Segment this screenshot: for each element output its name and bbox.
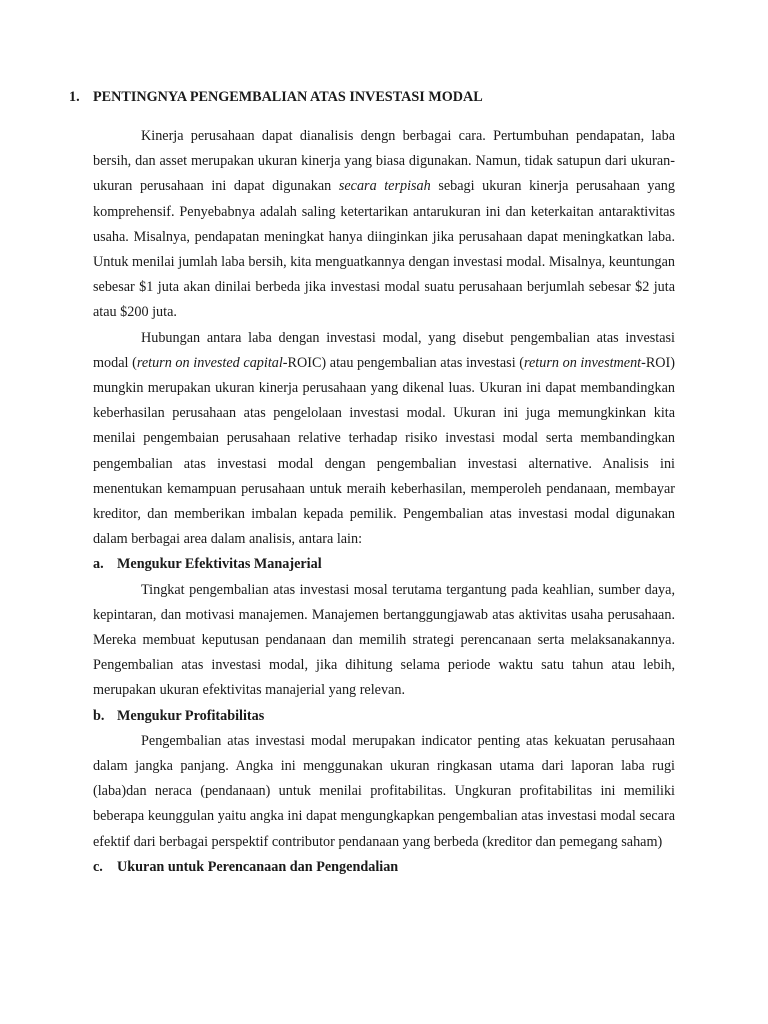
paragraph-2 xyxy=(93,326,675,553)
subsection-b-title: Mengukur Profitabilitas xyxy=(117,707,265,724)
paragraph-1 xyxy=(93,124,675,326)
section-title: PENTINGNYA PENGEMBALIAN ATAS INVESTASI MODAL xyxy=(93,89,483,105)
subsection-c-letter: c. xyxy=(93,858,103,875)
paragraph-2-text-a: Hubungan antara laba dengan investasi modal, yang disebut pengembalian atas investasi modal ( xyxy=(93,329,675,371)
section-heading xyxy=(69,86,675,108)
subsection-a-letter: a. xyxy=(93,556,104,573)
paragraph-2-italic-2: return on investment xyxy=(524,354,642,371)
paragraph-1-tail: sebagi ukuran kinerja perusahaan yang komprehensif. Penyebabnya adalah saling ketertarikan antarukuran ini dan keterkaitan antaraktivitas usaha. Misalnya, pendapatan meningkat hanya diinginkan jika perusahaan dapat meningkatkan laba. Untuk menilai jumlah laba bersih, kita menguatkannya dengan investasi modal. Misalnya, keuntungan sebesar $1 juta akan dinilai berbeda jika investasi modal suatu perusahaan berjumlah sebesar $2 juta atau $200 juta. xyxy=(93,178,675,321)
subsection-b-heading xyxy=(93,704,675,729)
subsection-a-title: Mengukur Efektivitas Manajerial xyxy=(117,556,322,573)
subsection-b-letter: b. xyxy=(93,707,105,724)
paragraph-1-text: Kinerja perusahaan dapat dianalisis dengn berbagai cara. Pertumbuhan pendapatan, laba bersih, dan asset merupakan ukuran kinerja yang biasa digunakan. Namun, tidak satupun dari ukuran-ukuran perusahaan ini dapat digunakan xyxy=(93,128,675,195)
subsection-c-heading xyxy=(93,855,675,880)
subsection-a-heading xyxy=(93,552,675,577)
paragraph-1-italic: secara terpisah xyxy=(338,178,431,195)
paragraph-2-text-c: -ROI) mungkin merupakan ukuran kinerja perusahaan yang dikenal luas. Ukuran ini dapat membandingkan keberhasilan perusahaan atas pengelolaan investasi modal. Ukuran ini juga memungkinkan kita menilai pengembaian perusahaan relative terhadap risiko investasi modal serta membandingkan pengembalian atas investasi modal dengan pengembalian investasi alternative. Analisis ini menentukan kemampuan perusahaan untuk meraih keberhasilan, memperoleh pendanaan, membayar kreditor, dan memberikan imbalan kepada pemilik. Pengembalian atas investasi modal digunakan dalam berbagai area dalam analisis, antara lain: xyxy=(93,354,675,548)
subsection-a-text: Tingkat pengembalian atas investasi mosal terutama tergantung pada keahlian, sumber daya, kepintaran, dan motivasi manajemen. Manajemen bertanggungjawab atas aktivitas usaha perusahaan. Mereka membuat keputusan pendanaan dan memilih strategi perencanaan serta melaksanakannya. Pengembalian atas investasi modal, jika dihitung selama periode waktu satu tahun atau lebih, merupakan ukuran efektivitas manajerial yang relevan. xyxy=(93,581,675,699)
section-number: 1. xyxy=(69,89,80,105)
paragraph-2-italic-1: return on invested capital xyxy=(136,354,283,371)
paragraph-2-text-b: -ROIC) atau pengembalian atas investasi ( xyxy=(282,354,525,371)
subsection-c-title: Ukuran untuk Perencanaan dan Pengendalian xyxy=(117,858,399,875)
subsection-b-text: Pengembalian atas investasi modal merupakan indicator penting atas kekuatan perusahaan dalam jangka panjang. Angka ini menggunakan ukuran ringkasan utama dari laporan laba rugi (laba)dan neraca (pendanaan) untuk menilai profitabilitas. Ungkuran profitabilitas ini memiliki beberapa keunggulan yaitu angka ini dapat mengungkapkan pengembalian atas investasi modal secara efektif dari berbagai perspektif contributor pendanaan yang berbeda (kreditor dan pemegang saham) xyxy=(93,732,675,850)
